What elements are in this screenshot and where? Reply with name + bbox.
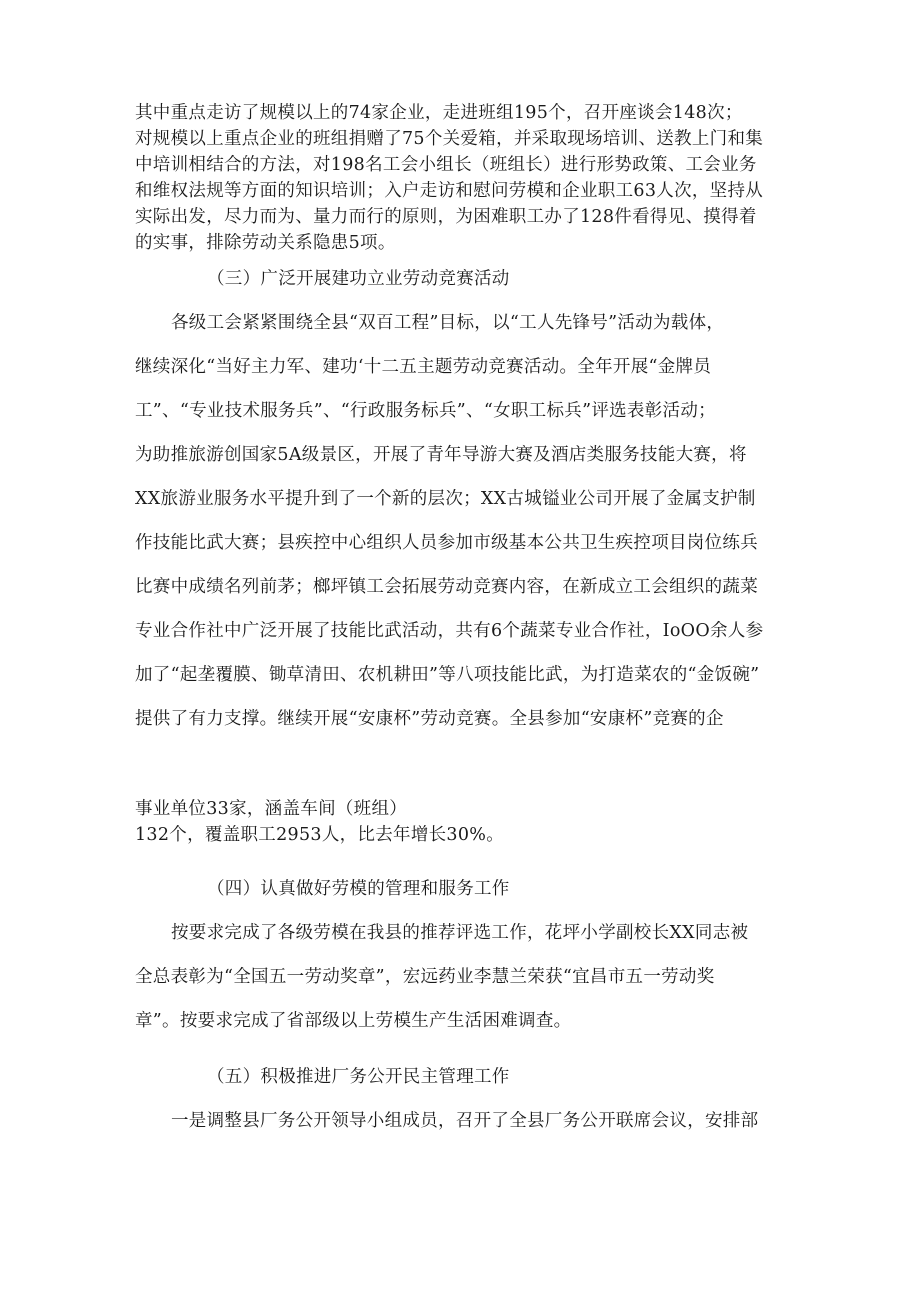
section-heading-4: （四）认真做好劳模的管理和服务工作 (207, 879, 510, 899)
text-line: 为助推旅游创国家5A级景区，开展了青年导游大赛及酒店类服务技能大赛，将 (135, 445, 747, 465)
paragraph-model-workers (135, 911, 795, 1043)
text-line: 对规模以上重点企业的班组捐赠了75个关爱箱，并采取现场培训、送教上门和集 (135, 129, 764, 149)
section-heading-5: （五）积极推进厂务公开民主管理工作 (207, 1067, 510, 1087)
text-line: 中培训相结合的方法，对198名工会小组长（班组长）进行形势政策、工会业务 (135, 155, 757, 175)
text-line: 提供了有力支撑。继续开展“安康杯”劳动竞赛。全县参加“安康杯”竞赛的企 (135, 709, 724, 729)
text-line: 事业单位33家，涵盖车间（班组） (135, 799, 408, 819)
text-line: 章”。按要求完成了省部级以上劳模生产生活困难调查。 (135, 1011, 572, 1031)
text-line: 和维权法规等方面的知识培训；入户走访和慰问劳模和企业职工63人次，坚持从 (135, 181, 764, 201)
text-line: 作技能比武大赛；县疾控中心组织人员参加市级基本公共卫生疾控项目岗位练兵 (135, 533, 758, 553)
text-line: 加了“起垄覆膜、锄草清田、农机耕田”等八项技能比武，为打造菜农的“金饭碗” (135, 665, 760, 685)
text-line: 一是调整县厂务公开领导小组成员，召开了全县厂务公开联席会议，安排部 (171, 1111, 759, 1131)
paragraph-labor-competition-end (135, 796, 795, 848)
paragraph-visits (135, 100, 795, 256)
text-line: XX旅游业服务水平提升到了一个新的层次；XX古城镒业公司开展了金属支护制 (135, 489, 756, 509)
text-line: 专业合作社中广泛开展了技能比武活动，共有6个蔬菜专业合作社，IoOO余人参 (135, 621, 764, 641)
text-line: 全总表彰为“全国五一劳动奖章”，宏远药业李慧兰荣获“宜昌市五一劳动奖 (135, 967, 715, 987)
text-line: 按要求完成了各级劳模在我县的推荐评选工作，花坪小学副校长XX同志被 (171, 923, 749, 943)
paragraph-labor-competition (135, 301, 795, 741)
section-heading-3: （三）广泛开展建功立业劳动竞赛活动 (207, 269, 510, 289)
text-line: 其中重点走访了规模以上的74家企业，走进班组195个，召开座谈会148次； (135, 103, 743, 123)
text-line: 工”、“专业技术服务兵”、“行政服务标兵”、“女职工标兵”评选表彰活动； (135, 401, 716, 421)
text-line: 继续深化“当好主力军、建功‘十二五主题劳动竞赛活动。全年开展“金牌员 (135, 357, 712, 377)
text-line: 比赛中成绩名列前茅；榔坪镇工会拓展劳动竞赛内容，在新成立工会组织的蔬菜 (135, 577, 758, 597)
paragraph-factory-affairs (135, 1099, 795, 1143)
text-line: 132个，覆盖职工2953人，比去年增长30%。 (135, 825, 505, 845)
text-line: 各级工会紧紧围绕全县“双百工程”目标，以“工人先锋号”活动为载体， (171, 313, 725, 333)
text-line: 的实事，排除劳动关系隐患5项。 (135, 233, 396, 253)
text-line: 实际出发，尽力而为、量力而行的原则，为困难职工办了128件看得见、摸得着 (135, 207, 757, 227)
